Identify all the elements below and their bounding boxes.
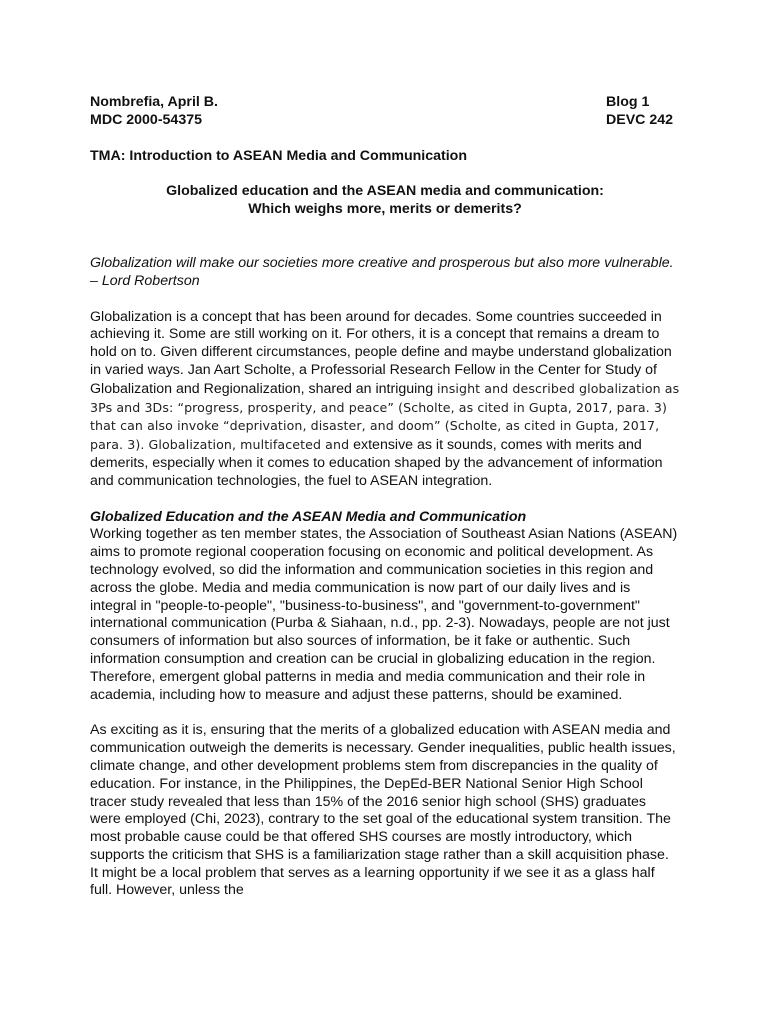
- essay-title-line-2: Which weighs more, merits or demerits?: [248, 201, 522, 218]
- header-row-2: [90, 112, 680, 130]
- epigraph-quote: Globalization will make our societies more creative and prosperous but also more vulnerable. – Lord Robertson: [90, 254, 674, 289]
- blog-number: Blog 1: [606, 94, 650, 110]
- student-id: MDC 2000-54375: [90, 111, 202, 128]
- course-title: TMA: Introduction to ASEAN Media and Communication: [90, 147, 468, 164]
- essay-title-line-1: Globalized education and the ASEAN media and communication:: [166, 183, 604, 200]
- essay-title: [90, 183, 680, 219]
- paragraph-intro-part-3: extensive as it sounds, comes with merits and demerits, especially when it comes to education shaped by the advancement of information and communication technologies, the fuel to ASEAN integration.: [90, 437, 663, 489]
- section-heading: Globalized Education and the ASEAN Media and Communication: [90, 508, 527, 525]
- paragraph-intro-part-2: insight and described globalization as 3Ps and 3Ds: “progress, prosperity, and peace” (Scholte, as cited in Gupta, 2017, para. 3) that can also invoke “deprivation, disaster, and doom” (Scholte, as cited in Gupta, 2017, para. 3). Globalization, multifaceted and: [90, 380, 680, 453]
- author-name: Nombrefia, April B.: [90, 94, 218, 110]
- header-row-1: [90, 94, 680, 112]
- document-page: [90, 94, 680, 900]
- paragraph-intro: [90, 309, 680, 491]
- paragraph-section-body: Working together as ten member states, the Association of Southeast Asian Nations (ASEAN) aims to promote regional cooperation focusing on economic and political development. As technology evolved, so did the information and communication societies in this region and across the globe. Media and media communication is now part of our daily lives and is integral in "people-to-people", "business-to-business", and "government-to-government" international communication (Purba & Siahaan, n.d., pp. 2-3). Nowadays, people are not just consumers of information but also sources of information, be it fake or authentic. Such information consumption and creation can be crucial in globalizing education in the region. Therefore, emergent global patterns in media and media communication and their role in academia, including how to measure and adjust these patterns, should be examined.: [90, 526, 678, 703]
- course-code: DEVC 242: [606, 111, 674, 128]
- paragraph-merits-demerits: As exciting as it is, ensuring that the merits of a globalized education with ASEAN media and communication outweigh the demerits is necessary. Gender inequalities, public health issues, climate change, and other development problems stem from discrepancies in the quality of education. For instance, in the Philippines, the DepEd-BER National Senior High School tracer study revealed that less than 15% of the 2016 senior high school (SHS) graduates were employed (Chi, 2023), contrary to the set goal of the educational system transition. The most probable cause could be that offered SHS courses are mostly introductory, which supports the criticism that SHS is a familiarization stage rather than a skill acquisition phase. It might be a local problem that serves as a learning opportunity if we see it as a glass half full. However, unless the: [90, 722, 676, 899]
- paragraph-intro-part-1: Globalization is a concept that has been around for decades. Some countries succeeded in achieving it. Some are still working on it. For others, it is a concept that remains a dream to hold on to. Given different circumstances, people define and maybe understand globalization in varied ways. Jan Aart Scholte, a Professorial Research Fellow in the Center for Study of Globalization and Regionalization, shared an intriguing: [90, 308, 672, 397]
